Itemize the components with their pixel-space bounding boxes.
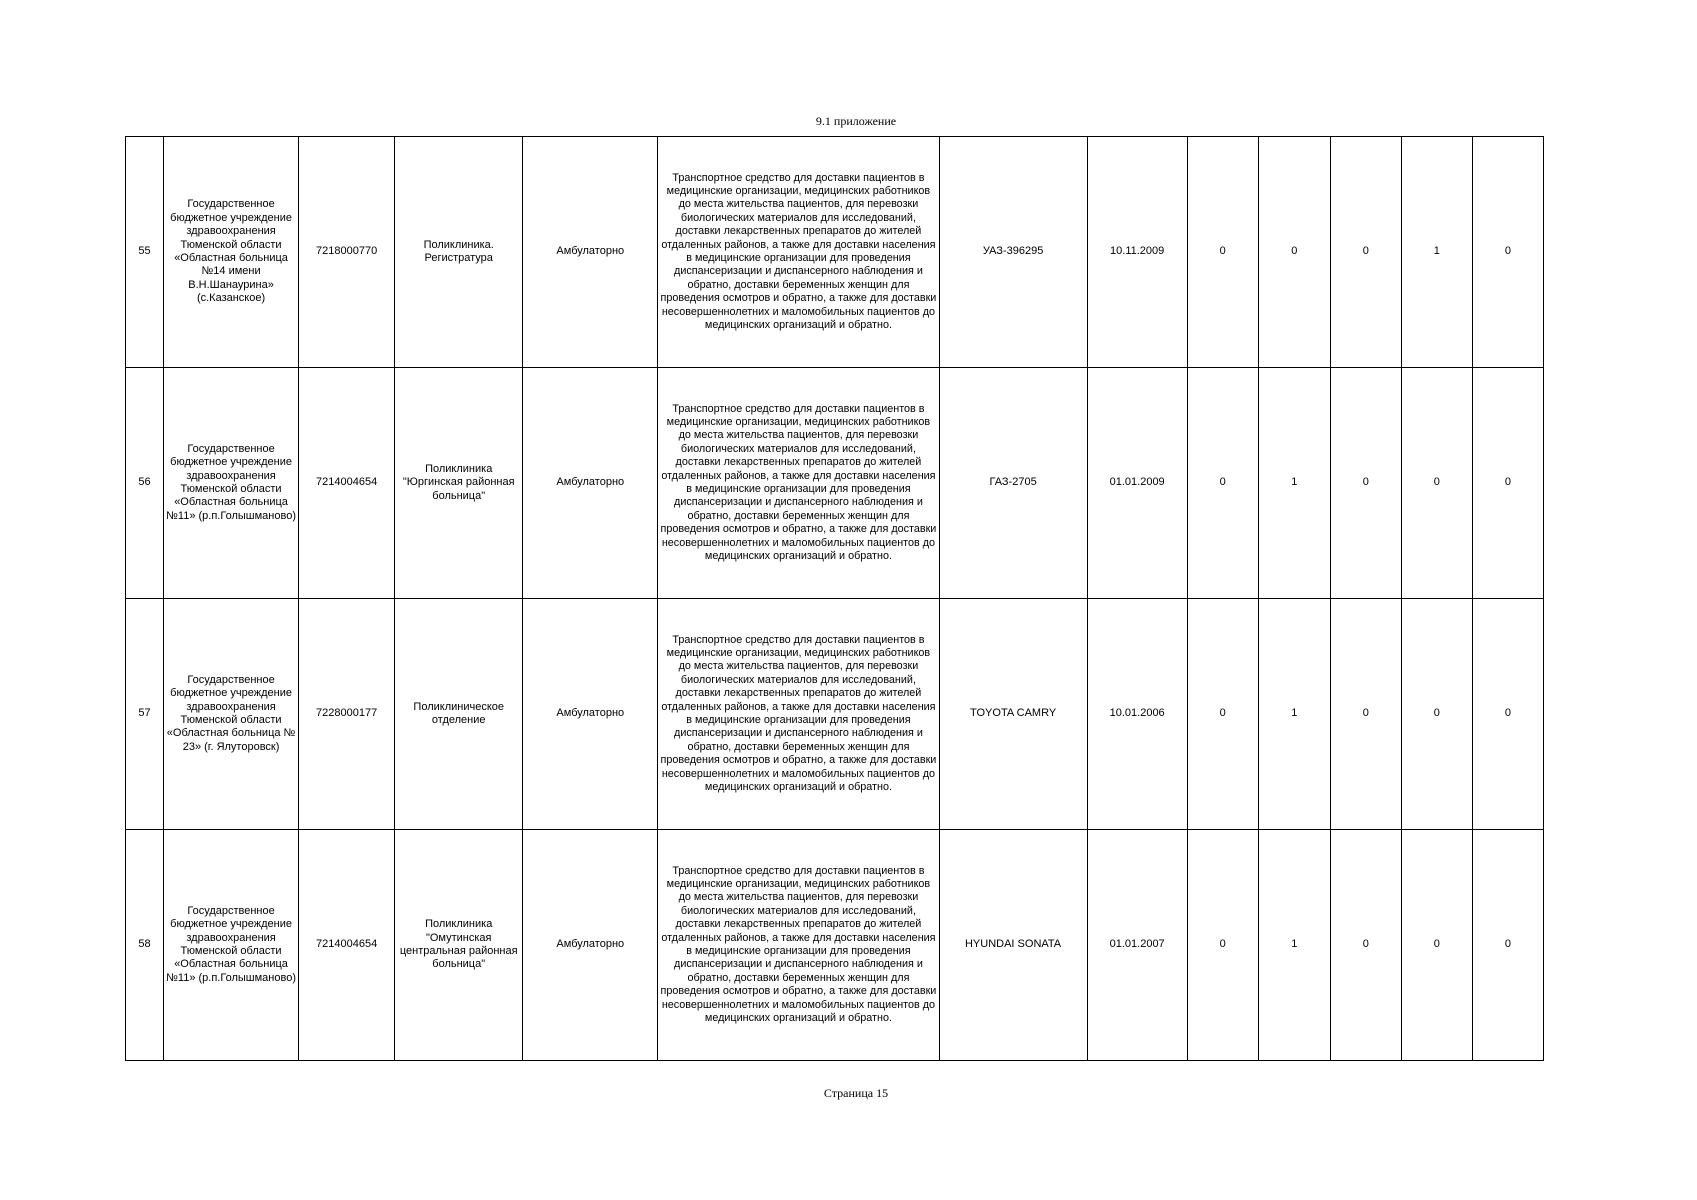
table-row bbox=[126, 830, 1544, 1061]
count-cell: 0 bbox=[1330, 368, 1401, 599]
page-header: 9.1 приложение bbox=[815, 114, 897, 128]
count-cell: 0 bbox=[1187, 599, 1258, 830]
vehicle-model: HYUNDAI SONATA bbox=[939, 830, 1087, 1061]
count-cell: 0 bbox=[1401, 599, 1472, 830]
care-type: Амбулаторно bbox=[523, 137, 658, 368]
table-row bbox=[126, 137, 1544, 368]
vehicle-registry-table bbox=[125, 136, 1544, 1061]
vehicle-model: TOYOTA CAMRY bbox=[939, 599, 1087, 830]
inn-code: 7218000770 bbox=[299, 137, 395, 368]
table-row bbox=[126, 368, 1544, 599]
table-row bbox=[126, 599, 1544, 830]
vehicle-purpose: Транспортное средство для доставки пациентов в медицинские организации, медицинских работников до места жительства пациентов, для перевозки биологических материалов для исследований, доставки лекарственных препаратов до жителей отдаленных районов, а также для доставки населения в медицинские организации для проведения диспансеризации и диспансерного наблюдения и обратно, доставки беременных женщин для проведения осмотров и обратно, а также для доставки несовершеннолетних и маломобильных пациентов до медицинских организаций и обратно. bbox=[658, 368, 939, 599]
organization-name: Государственное бюджетное учреждение здравоохранения Тюменской области «Областная больница № 23» (г. Ялуторовск) bbox=[164, 599, 299, 830]
row-number: 56 bbox=[126, 368, 164, 599]
vehicle-purpose: Транспортное средство для доставки пациентов в медицинские организации, медицинских работников до места жительства пациентов, для перевозки биологических материалов для исследований, доставки лекарственных препаратов до жителей отдаленных районов, а также для доставки населения в медицинские организации для проведения диспансеризации и диспансерного наблюдения и обратно, доставки беременных женщин для проведения осмотров и обратно, а также для доставки несовершеннолетних и маломобильных пациентов до медицинских организаций и обратно. bbox=[658, 599, 939, 830]
count-cell: 0 bbox=[1187, 368, 1258, 599]
count-cell: 1 bbox=[1401, 137, 1472, 368]
count-cell: 1 bbox=[1258, 830, 1330, 1061]
count-cell: 0 bbox=[1472, 137, 1543, 368]
row-number: 58 bbox=[126, 830, 164, 1061]
inn-code: 7214004654 bbox=[299, 830, 395, 1061]
care-type: Амбулаторно bbox=[523, 599, 658, 830]
organization-name: Государственное бюджетное учреждение здравоохранения Тюменской области «Областная больница №11» (р.п.Голышманово) bbox=[164, 368, 299, 599]
department-name: Поликлиника. Регистратура bbox=[395, 137, 523, 368]
page-footer: Страница 15 bbox=[823, 1086, 889, 1100]
vehicle-date: 10.11.2009 bbox=[1087, 137, 1187, 368]
vehicle-purpose: Транспортное средство для доставки пациентов в медицинские организации, медицинских работников до места жительства пациентов, для перевозки биологических материалов для исследований, доставки лекарственных препаратов до жителей отдаленных районов, а также для доставки населения в медицинские организации для проведения диспансеризации и диспансерного наблюдения и обратно, доставки беременных женщин для проведения осмотров и обратно, а также для доставки несовершеннолетних и маломобильных пациентов до медицинских организаций и обратно. bbox=[658, 830, 939, 1061]
count-cell: 0 bbox=[1258, 137, 1330, 368]
vehicle-purpose: Транспортное средство для доставки пациентов в медицинские организации, медицинских работников до места жительства пациентов, для перевозки биологических материалов для исследований, доставки лекарственных препаратов до жителей отдаленных районов, а также для доставки населения в медицинские организации для проведения диспансеризации и диспансерного наблюдения и обратно, доставки беременных женщин для проведения осмотров и обратно, а также для доставки несовершеннолетних и маломобильных пациентов до медицинских организаций и обратно. bbox=[658, 137, 939, 368]
vehicle-model: УАЗ-396295 bbox=[939, 137, 1087, 368]
department-name: Поликлиника "Юргинская районная больница" bbox=[395, 368, 523, 599]
count-cell: 0 bbox=[1401, 830, 1472, 1061]
count-cell: 0 bbox=[1330, 599, 1401, 830]
count-cell: 1 bbox=[1258, 368, 1330, 599]
care-type: Амбулаторно bbox=[523, 368, 658, 599]
organization-name: Государственное бюджетное учреждение здравоохранения Тюменской области «Областная больница №14 имени В.Н.Шанаурина» (с.Казанское) bbox=[164, 137, 299, 368]
count-cell: 0 bbox=[1401, 368, 1472, 599]
count-cell: 0 bbox=[1330, 137, 1401, 368]
count-cell: 0 bbox=[1187, 830, 1258, 1061]
row-number: 57 bbox=[126, 599, 164, 830]
count-cell: 0 bbox=[1187, 137, 1258, 368]
care-type: Амбулаторно bbox=[523, 830, 658, 1061]
department-name: Поликлиническое отделение bbox=[395, 599, 523, 830]
count-cell: 0 bbox=[1472, 368, 1543, 599]
count-cell: 0 bbox=[1472, 830, 1543, 1061]
inn-code: 7214004654 bbox=[299, 368, 395, 599]
vehicle-date: 01.01.2009 bbox=[1087, 368, 1187, 599]
vehicle-model: ГАЗ-2705 bbox=[939, 368, 1087, 599]
inn-code: 7228000177 bbox=[299, 599, 395, 830]
row-number: 55 bbox=[126, 137, 164, 368]
organization-name: Государственное бюджетное учреждение здравоохранения Тюменской области «Областная больница №11» (р.п.Голышманово) bbox=[164, 830, 299, 1061]
count-cell: 0 bbox=[1330, 830, 1401, 1061]
count-cell: 0 bbox=[1472, 599, 1543, 830]
vehicle-date: 10.01.2006 bbox=[1087, 599, 1187, 830]
vehicle-date: 01.01.2007 bbox=[1087, 830, 1187, 1061]
count-cell: 1 bbox=[1258, 599, 1330, 830]
department-name: Поликлиника "Омутинская центральная районная больница" bbox=[395, 830, 523, 1061]
